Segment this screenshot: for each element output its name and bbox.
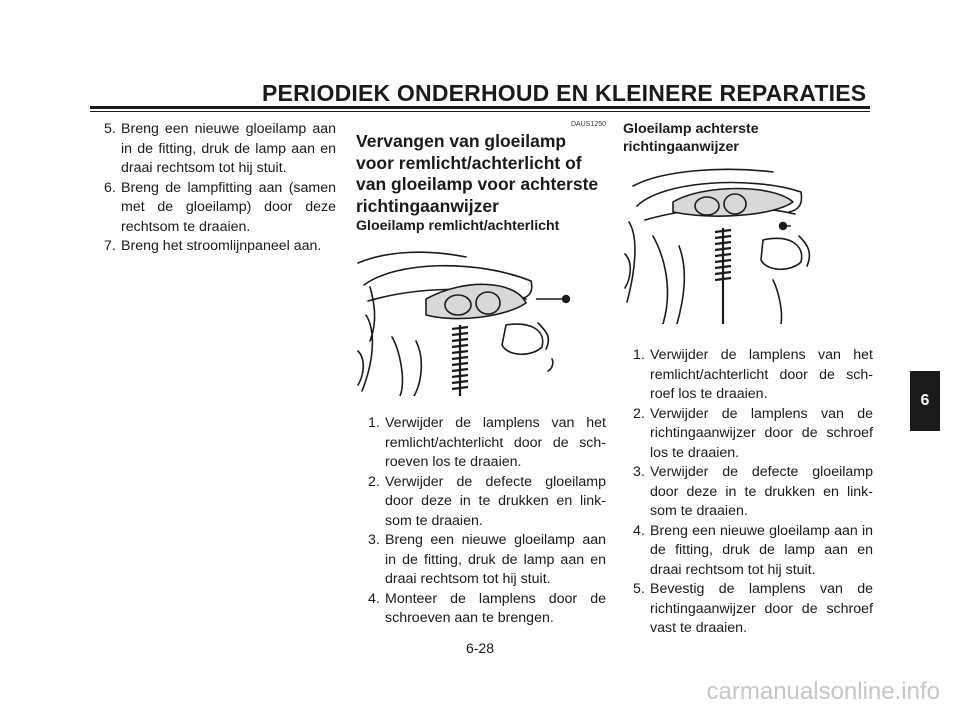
step-text: Verwijder de lamplens van het remlicht/achterlicht door de sch-roeven los te draaien. xyxy=(385,415,606,470)
section-title: Vervangen van gloeilamp voor remlicht/achterlicht of van gloeilamp voor achterste richtingaanwijzer xyxy=(356,131,599,216)
step-text: Monteer de lamplens door de schroeven aan te brengen. xyxy=(385,590,606,626)
step-number: 2. xyxy=(633,405,645,422)
chapter-tab: 6 xyxy=(910,371,940,431)
list-item xyxy=(104,179,336,238)
column-3 xyxy=(623,120,873,639)
list-item xyxy=(633,522,873,581)
step-text: Breng een nieuwe gloeilamp aan in de fitting, druk de lamp aan en draai rechtsom tot hij stuit. xyxy=(650,522,873,578)
list-item xyxy=(633,346,873,405)
step-text: Breng een nieuwe gloeilamp aan in de fitting, druk de lamp aan en draai rechtsom tot hij stuit. xyxy=(385,532,606,587)
brake-light-illustration xyxy=(356,241,586,396)
list-item xyxy=(368,590,606,629)
step-text: Verwijder de lamplens van de richtingaanwijzer door de schroef los te draaien. xyxy=(650,405,873,461)
page-title: PERIODIEK ONDERHOUD EN KLEINERE REPARATIES xyxy=(262,80,867,106)
title-rule-thin xyxy=(90,111,870,112)
list-item xyxy=(104,237,336,257)
step-list xyxy=(368,414,606,629)
subsection-title-brake-light: Gloeilamp remlicht/achterlicht xyxy=(356,218,560,234)
step-number: 5. xyxy=(104,121,116,137)
document-code: DAUS1250 xyxy=(570,121,606,128)
step-text: Verwijder de defecte gloeilamp door deze in te drukken en link-som te draaien. xyxy=(650,464,873,519)
title-rule xyxy=(90,106,870,109)
column-2 xyxy=(356,120,606,629)
step-number: 7. xyxy=(104,238,116,254)
step-list xyxy=(104,120,336,257)
step-number: 3. xyxy=(633,464,645,480)
step-number: 4. xyxy=(368,590,380,607)
step-number: 2. xyxy=(368,473,380,490)
step-number: 6. xyxy=(104,179,116,196)
step-number: 4. xyxy=(633,522,645,539)
step-text: Verwijder de lamplens van het remlicht/achterlicht door de sch-roef los te draaien. xyxy=(650,347,873,402)
step-text: Breng het stroomlijnpaneel aan. xyxy=(121,238,322,254)
step-number: 5. xyxy=(633,581,645,597)
step-text: Breng de lampfitting aan (samen met de gloeilamp) door deze rechtsom te draaien. xyxy=(121,179,336,235)
list-item xyxy=(633,580,873,639)
column-1 xyxy=(104,120,336,257)
step-list xyxy=(633,346,873,639)
list-item xyxy=(368,473,606,532)
step-text: Verwijder de defecte gloeilamp door deze in te drukken en link-som te draaien. xyxy=(385,473,606,529)
list-item xyxy=(633,463,873,522)
list-item xyxy=(368,531,606,590)
step-number: 3. xyxy=(368,532,380,548)
page-number: 6-28 xyxy=(465,640,495,656)
step-text: Bevestig de lamplens van de richtingaanwijzer door de schroef vast te draaien. xyxy=(650,581,873,636)
list-item xyxy=(104,120,336,179)
step-number: 1. xyxy=(368,415,380,431)
turn-signal-illustration xyxy=(623,162,853,324)
list-item xyxy=(368,414,606,473)
list-item xyxy=(633,405,873,464)
step-number: 1. xyxy=(633,347,645,363)
subsection-title-turn-signal: Gloeilamp achterste richtingaanwijzer xyxy=(623,121,759,155)
watermark: carmanualsonline.info xyxy=(706,678,940,705)
step-text: Breng een nieuwe gloeilamp aan in de fitting, druk de lamp aan en draai rechtsom tot hij stuit. xyxy=(121,121,336,176)
